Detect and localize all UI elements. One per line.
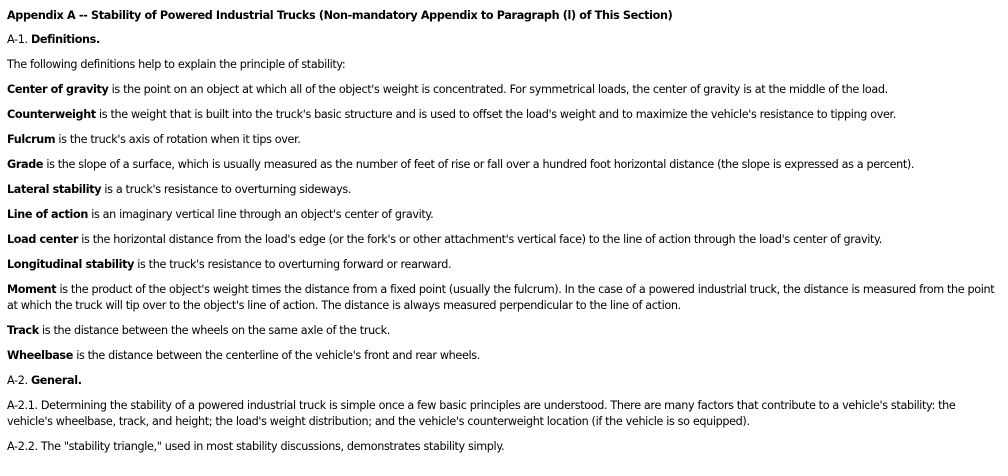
section-number: A-2. — [7, 374, 28, 387]
definition-moment — [7, 282, 1002, 314]
definition-text: is the point on an object at which all of the object's weight is concentrated. For symmetrical loads, the center of gravity is at the middle of the load. — [108, 83, 888, 96]
definition-term: Grade — [7, 158, 44, 171]
definition-text: is the truck's axis of rotation when it tips over. — [55, 133, 301, 146]
definition-wheelbase — [7, 348, 1002, 364]
definition-line-of-action — [7, 207, 1002, 223]
definition-term: Lateral stability — [7, 183, 102, 196]
definition-text: is the distance between the centerline of the vehicle's front and rear wheels. — [72, 349, 480, 362]
definition-center-of-gravity — [7, 82, 1002, 98]
definition-lateral-stability — [7, 182, 1002, 198]
definition-longitudinal-stability — [7, 257, 1002, 273]
paragraph-a-2-2: A-2.2. The "stability triangle," used in most stability discussions, demonstrates stability simply. — [7, 440, 505, 453]
section-title: Definitions. — [30, 33, 100, 46]
document-page — [0, 8, 1008, 455]
definition-term: Moment — [7, 283, 57, 296]
definition-fulcrum — [7, 132, 1002, 148]
definition-text: is a truck's resistance to overturning sideways. — [101, 183, 352, 196]
definition-text: is the product of the object's weight times the distance from a fixed point (usually the fulcrum). In the case of a powered industrial truck, the distance is measured from the point at which the truck will tip over to the object's line of action. The distance is always measured perpendicular to the line of action. — [7, 283, 995, 312]
section-title: General. — [30, 374, 82, 387]
definition-load-center — [7, 232, 1002, 248]
definition-text: is the horizontal distance from the load's edge (or the fork's or other attachment's vertical face) to the line of action through the load's center of gravity. — [78, 233, 882, 246]
definition-term: Load center — [7, 233, 79, 246]
definition-counterweight — [7, 107, 1002, 123]
definition-text: is the distance between the wheels on the same axle of the truck. — [38, 324, 390, 337]
definition-text: is the truck's resistance to overturning forward or rearward. — [134, 258, 452, 271]
definition-term: Center of gravity — [7, 83, 109, 96]
paragraph-a-2-1: A-2.1. Determining the stability of a powered industrial truck is simple once a few basic principles are understood. There are many factors that contribute to a vehicle's stability: the vehicle's wheelbase, track, and height; the load's weight distribution; and the vehicle's counterweight location (if the vehicle is so equipped). — [7, 399, 956, 428]
definition-term: Counterweight — [7, 108, 96, 121]
definition-text: is an imaginary vertical line through an object's center of gravity. — [87, 208, 434, 221]
definition-term: Longitudinal stability — [7, 258, 135, 271]
definition-grade — [7, 157, 1002, 173]
definition-term: Fulcrum — [7, 133, 56, 146]
section-a1-heading — [7, 32, 1002, 48]
definition-track — [7, 323, 1002, 339]
intro-paragraph: The following definitions help to explain the principle of stability: — [7, 58, 346, 71]
page-title: Appendix A -- Stability of Powered Industrial Trucks (Non-mandatory Appendix to Paragraph (l) of This Section) — [7, 9, 673, 22]
definition-term: Line of action — [7, 208, 88, 221]
definition-text: is the weight that is built into the truck's basic structure and is used to offset the load's weight and to maximize the vehicle's resistance to tipping over. — [95, 108, 896, 121]
definition-term: Track — [7, 324, 39, 337]
definition-text: is the slope of a surface, which is usually measured as the number of feet of rise or fall over a hundred foot horizontal distance (the slope is expressed as a percent). — [43, 158, 915, 171]
section-a2-heading — [7, 373, 1002, 389]
section-number: A-1. — [7, 33, 28, 46]
definition-term: Wheelbase — [7, 349, 73, 362]
